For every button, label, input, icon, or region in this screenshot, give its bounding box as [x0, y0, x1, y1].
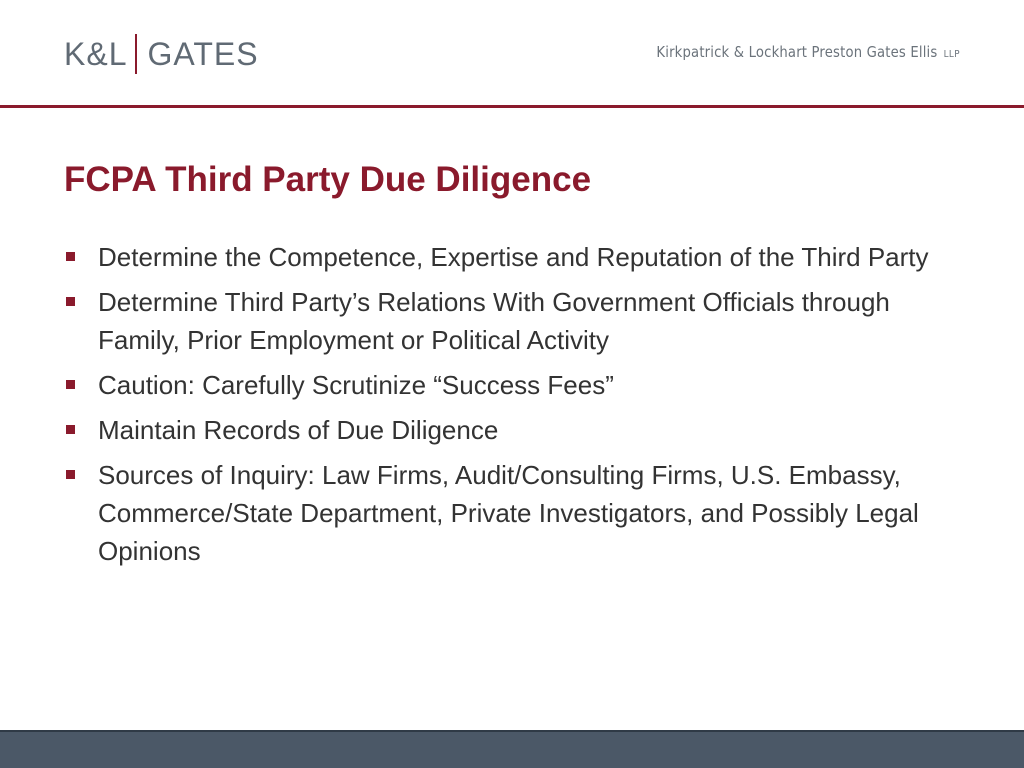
slide-title: FCPA Third Party Due Diligence	[64, 160, 592, 199]
bullet-item	[60, 411, 960, 449]
firm-suffix: LLP	[943, 49, 960, 60]
square-bullet-icon	[66, 425, 75, 434]
kl-gates-logo	[64, 33, 259, 75]
bullet-item	[60, 366, 960, 404]
slide-header	[0, 0, 1024, 106]
square-bullet-icon	[66, 470, 75, 479]
bullet-item	[60, 238, 960, 276]
bullet-text: Sources of Inquiry: Law Firms, Audit/Consulting Firms, U.S. Embassy, Commerce/State Department, Private Investigators, and Possibly Legal Opinions	[98, 460, 919, 566]
bullet-text: Determine Third Party’s Relations With Government Officials through Family, Prior Employment or Political Activity	[98, 287, 890, 355]
slide-footer-bar	[0, 730, 1024, 768]
logo-divider	[135, 34, 137, 74]
header-divider-line	[0, 105, 1024, 108]
bullet-item	[60, 456, 960, 570]
firm-full-name	[656, 43, 960, 61]
firm-name-text: Kirkpatrick & Lockhart Preston Gates Ellis	[656, 43, 938, 61]
bullet-text: Determine the Competence, Expertise and Reputation of the Third Party	[98, 242, 929, 272]
logo-gates-text: GATES	[147, 35, 259, 72]
square-bullet-icon	[66, 297, 75, 306]
logo-kl-text: K&L	[64, 35, 128, 72]
bullet-text: Maintain Records of Due Diligence	[98, 415, 499, 445]
bullet-list	[60, 238, 960, 577]
square-bullet-icon	[66, 380, 75, 389]
bullet-item	[60, 283, 960, 359]
bullet-text: Caution: Carefully Scrutinize “Success Fees”	[98, 370, 614, 400]
square-bullet-icon	[66, 252, 75, 261]
